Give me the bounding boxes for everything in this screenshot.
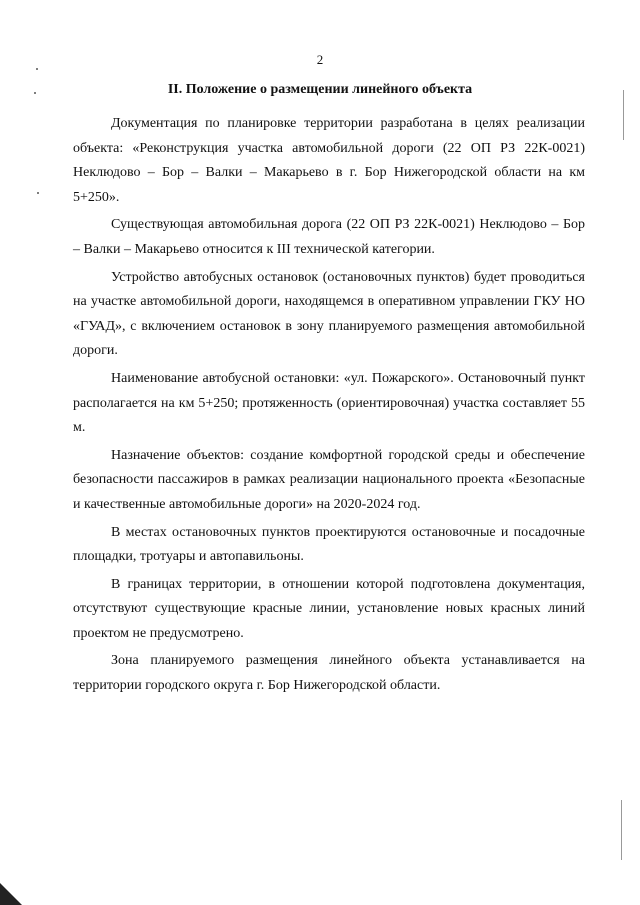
scan-speck — [36, 68, 38, 70]
scan-speck — [37, 192, 39, 194]
body-text — [73, 112, 585, 702]
scan-corner-mark — [0, 879, 26, 905]
paragraph: Назначение объектов: создание комфортной городской среды и обеспечение безопасности пассажиров в рамках реализации национального проекта «Безопасные и качественные автомобильные дороги» на 2020-2024 год. — [73, 447, 585, 512]
scan-speck — [34, 92, 36, 94]
paragraph: Документация по планировке территории разработана в целях реализации объекта: «Реконструкция участка автомобильной дороги (22 ОП РЗ 22К-0021) Неклюдово – Бор – Валки – Макарьево в г. Бор Нижегородской области на км 5+250». — [73, 116, 585, 205]
paragraph: Зона планируемого размещения линейного объекта устанавливается на территории городского округа г. Бор Нижегородской области. — [73, 653, 585, 694]
paragraph: В местах остановочных пунктов проектируются остановочные и посадочные площадки, тротуары и автопавильоны. — [73, 524, 585, 565]
page-number: 2 — [316, 52, 324, 67]
scan-edge-mark — [623, 90, 624, 140]
paragraph: Существующая автомобильная дорога (22 ОП РЗ 22К-0021) Неклюдово – Бор – Валки – Макарьево относится к III технической категории. — [73, 217, 585, 257]
paragraph: Наименование автобусной остановки: «ул. Пожарского». Остановочный пункт располагается на км 5+250; протяженность (ориентировочная) участка составляет 55 м. — [73, 370, 585, 436]
section-heading: II. Положение о размещении линейного объекта — [167, 82, 473, 97]
scan-edge-mark — [621, 800, 622, 860]
paragraph: Устройство автобусных остановок (остановочных пунктов) будет проводиться на участке автомобильной дороги, находящемся в оперативном управлении ГКУ НО «ГУАД», с включением остановок в зону планируемого размещения автомобильной дороги. — [73, 269, 585, 359]
paragraph: В границах территории, в отношении которой подготовлена документация, отсутствуют существующие красные линии, установление новых красных линий проектом не предусмотрено. — [73, 576, 585, 641]
